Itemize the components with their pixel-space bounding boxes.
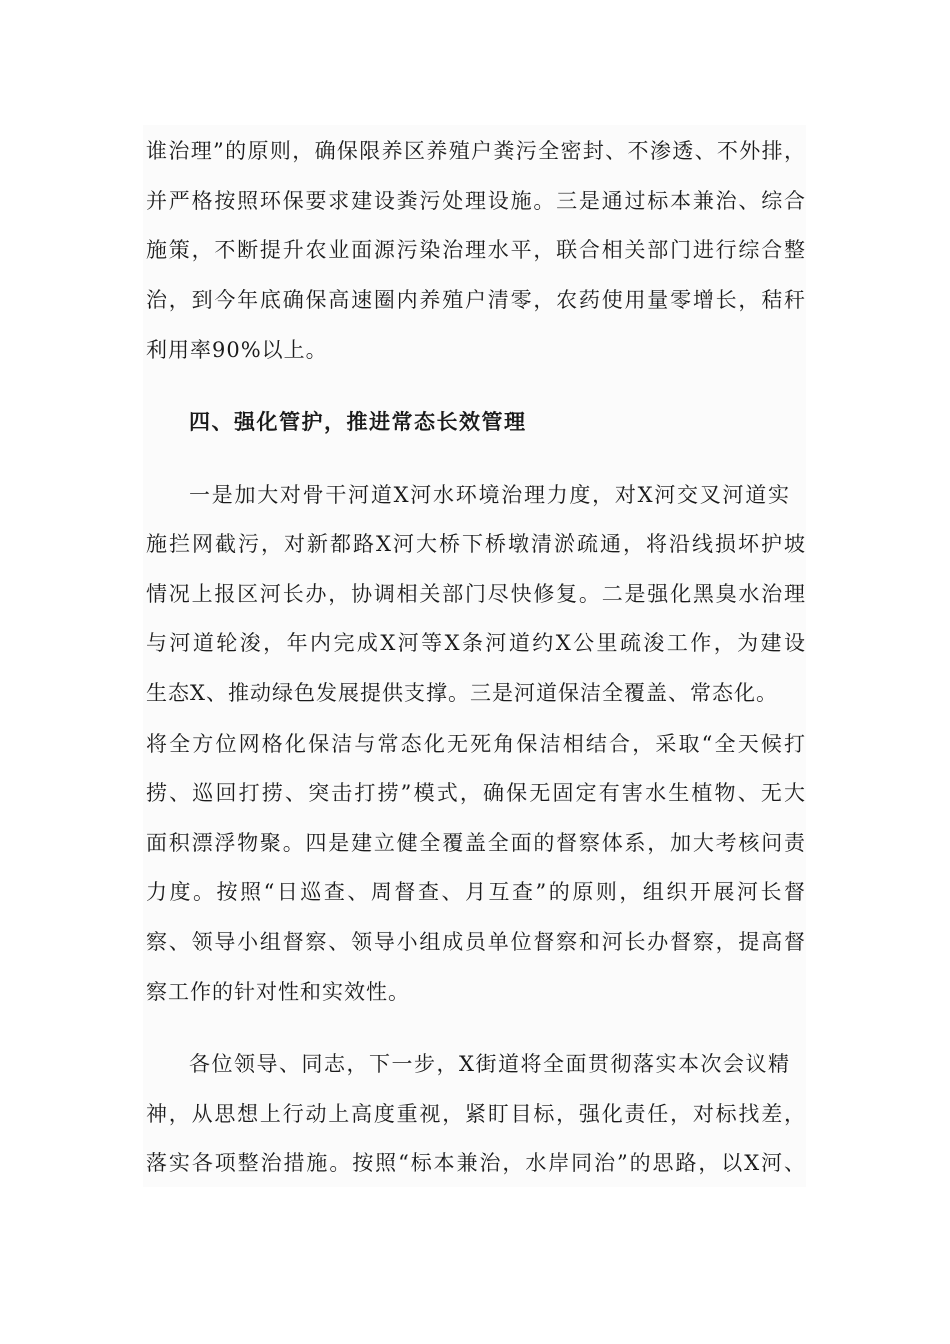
paragraph-1-line-2: 并严格按照环保要求建设粪污处理设施。三是通过标本兼治、综合 [146, 189, 806, 213]
paragraph-2-line-7: 捞、巡回打捞、突击打捞”模式，确保无固定有害水生植物、无大 [146, 781, 806, 805]
paragraph-3-line-1: 各位领导、同志，下一步，X街道将全面贯彻落实本次会议精 [189, 1052, 790, 1076]
section-heading: 四、强化管护，推进常态长效管理 [189, 409, 527, 434]
paragraph-2-line-5: 生态X、推动绿色发展提供支撑。三是河道保洁全覆盖、常态化。 [146, 681, 778, 705]
paragraph-2-line-4: 与河道轮浚，年内完成X河等X条河道约X公里疏浚工作，为建设 [146, 631, 806, 655]
paragraph-1-line-5: 利用率90%以上。 [146, 338, 328, 362]
page-body [143, 125, 806, 1187]
paragraph-2-line-6: 将全方位网格化保洁与常态化无死角保洁相结合，采取“全天候打 [146, 732, 806, 756]
paragraph-1-line-1: 谁治理”的原则，确保限养区养殖户粪污全密封、不渗透、不外排， [146, 139, 806, 163]
paragraph-2-line-9: 力度。按照“日巡查、周督查、月互查”的原则，组织开展河长督 [146, 880, 806, 904]
paragraph-1-line-4: 治，到今年底确保高速圈内养殖户清零，农药使用量零增长，秸秆 [146, 288, 806, 312]
paragraph-2-line-10: 察、领导小组督察、领导小组成员单位督察和河长办督察，提高督 [146, 930, 806, 954]
paragraph-2-line-8: 面积漂浮物聚。四是建立健全覆盖全面的督察体系，加大考核问责 [146, 831, 806, 855]
paragraph-3-line-3: 落实各项整治措施。按照“标本兼治，水岸同治”的思路，以X河、 [146, 1151, 806, 1175]
paragraph-2-line-1: 一是加大对骨干河道X河水环境治理力度，对X河交叉河道实 [189, 483, 790, 507]
paragraph-2-line-3: 情况上报区河长办，协调相关部门尽快修复。二是强化黑臭水治理 [146, 582, 806, 606]
paragraph-3-line-2: 神，从思想上行动上高度重视，紧盯目标，强化责任，对标找差， [146, 1102, 806, 1126]
paragraph-2-line-11: 察工作的针对性和实效性。 [146, 980, 410, 1004]
paragraph-1-line-3: 施策，不断提升农业面源污染治理水平，联合相关部门进行综合整 [146, 238, 806, 262]
paragraph-2-line-2: 施拦网截污，对新都路X河大桥下桥墩清淤疏通，将沿线损坏护坡 [146, 532, 806, 556]
